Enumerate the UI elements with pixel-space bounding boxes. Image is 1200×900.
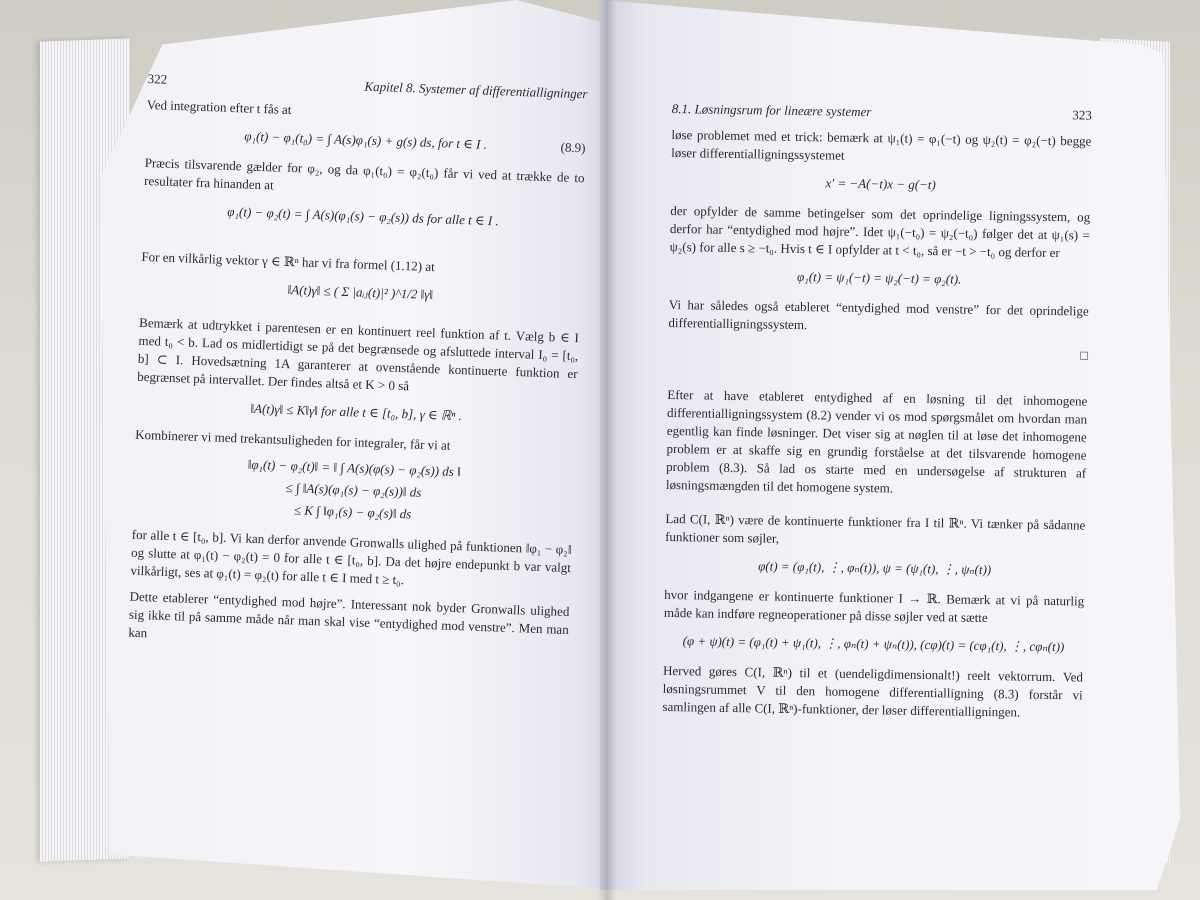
equation: (φ + ψ)(t) = (φ₁(t) + ψ₁(t), ⋮, φₙ(t) + ψₙ(t)), (cφ)(t) = (cφ₁(t), ⋮, cφₙ(t)) bbox=[682, 633, 1065, 655]
right-page-text bbox=[662, 100, 1092, 731]
paragraph: Lad C(I, ℝⁿ) være de kontinuerte funktioner fra I til ℝⁿ. Vi tænker på sådanne funktioner som søjler, bbox=[665, 510, 1086, 546]
paragraph: Herved gøres C(I, ℝⁿ) til et (uendeligdimensionalt!) reelt vektorrum. Ved løsningsrummet V til den homogene differentialligning (8.3) forstår vi samlingen af alle C(I, ℝⁿ)-funktioner, der løser differentialligningen. bbox=[662, 662, 1084, 720]
paragraph: for alle t ∈ [t₀, b]. Vi kan derfor anvende Gronwalls ulighed på funktionen ‖φ₁ − φ₂‖ og slutte at φ₁(t) − φ₂(t) = 0 for alle t ∈ [t₀, b]. Da det højre endepunkt b var valgt vilkårligt, ses at φ₁(t) = φ₂(t) for alle t ∈ I med t ≥ t₀. bbox=[130, 526, 572, 588]
equation-number: (8.9) bbox=[560, 139, 586, 156]
paragraph: Dette etablerer “entydighed mod højre”. Interessant nok byder Gronwalls ulighed sig ikke til på samme måde når man skal vise “entydighed mod venstre”. Men man kan bbox=[128, 588, 570, 641]
equation-line: ≤ ∫ ‖A(s)(φ₁(s) − φ₂(s))‖ ds bbox=[285, 480, 422, 500]
equation bbox=[145, 124, 585, 157]
text-line: Ved integration efter t fås at bbox=[146, 96, 292, 118]
paragraph: løse problemet med et trick: bemærk at ψ₁(t) = φ₁(−t) og ψ₂(t) = φ₂(−t) begge løser differentialligningssystemet bbox=[671, 126, 1092, 163]
paragraph: Præcis tilsvarende gælder for φ₂, og da φ₁(t₀) = φ₂(t₀) får vi ved at trække de to resultater fra hinanden at bbox=[143, 154, 585, 193]
section-header: 8.1. Løsningsrum for lineære systemer bbox=[671, 100, 872, 120]
qed-symbol: □ bbox=[1080, 347, 1089, 363]
equation-line: ‖φ₁(t) − φ₂(t)‖ = ‖ ∫ A(s)(φ(s) − φ₂(s)) ds ‖ bbox=[247, 456, 462, 480]
equation-line: ≤ K ∫ ‖φ₁(s) − φ₂(s)‖ ds bbox=[293, 502, 412, 522]
equation: φ₁(t) = ψ₁(−t) = ψ₂(−t) = φ₂(t). bbox=[796, 268, 962, 287]
left-page-text bbox=[128, 70, 588, 665]
right-page-number: 323 bbox=[1072, 107, 1092, 123]
equation: ‖A(t)γ‖ ≤ ( Σ |aᵢⱼ(t)|² )^1/2 ‖γ‖ bbox=[287, 282, 434, 303]
equation: x′ = −A(−t)x − g(−t) bbox=[825, 175, 936, 193]
left-page-number: 322 bbox=[147, 70, 168, 87]
paragraph: Bemærk at udtrykket i parentesen er en kontinuert reel funktion af t. Vælg b ∈ I med t₀ < b. Lad os midlertidigt se på det begrænsede og afsluttede interval I₀ = [t₀, b] ⊂ I. Hovedsætning 1A garanterer at ovenstående kontinuerte funktion er begrænset på intervallet. Der findes altså et K > 0 så bbox=[137, 314, 580, 394]
paragraph: Efter at have etableret entydighed af en løsning til det inhomogene differentialligningssystem (8.2) vender vi os mod spørgsmålet om hvordan man egentlig kan finde løsninger. Det viser sig at nøglen til at løse det inhomogene problem er at skaffe sig en grundig forståelse at det tilsvarende homogene problem (8.3). Så lad os starte med en undersøgelse af strukturen af løsningsmængden til det homogene system. bbox=[665, 386, 1088, 496]
paragraph: der opfylder de samme betingelser som det oprindelige ligningssystem, og derfor har “entydighed mod højre”. Idet ψ₁(−t₀) = ψ₂(−t₀) følger det at ψ₁(s) = ψ₂(s) for alle s ≥ −t₀. Hvis t ∈ I opfylder at t < t₀, så er −t > −t₀ og derfor er bbox=[669, 202, 1091, 261]
chapter-header: Kapitel 8. Systemer af differentialligninger bbox=[364, 78, 588, 102]
paragraph: Vi har således også etableret “entydighed mod venstre” for det oprindelige differentialligningssystem. bbox=[668, 296, 1089, 333]
equation: ‖A(t)γ‖ ≤ K‖γ‖ for alle t ∈ [t₀, b], γ ∈ ℝⁿ . bbox=[250, 400, 463, 424]
equation: φ₁(t) − φ₂(t) = ∫ A(s)(φ₁(s) − φ₂(s)) ds for alle t ∈ I . bbox=[227, 203, 499, 229]
paragraph: Kombinerer vi med trekantsuligheden for integraler, får vi at bbox=[135, 426, 451, 453]
equation: φ(t) = (φ₁(t), ⋮, φₙ(t)), ψ = (ψ₁(t), ⋮, ψₙ(t)) bbox=[758, 558, 992, 578]
paragraph: For en vilkårlig vektor γ ∈ ℝⁿ har vi fra formel (1.12) at bbox=[141, 248, 436, 275]
equation-content: φ₁(t) − φ₁(t₀) = ∫ A(s)φ₁(s) + g(s) ds, for t ∈ I . bbox=[244, 128, 488, 152]
book-gutter bbox=[598, 0, 616, 900]
paragraph: hvor indgangene er kontinuerte funktioner I → ℝ. Bemærk at vi på naturlig måde kan indføre regneoperationer på disse søjler ved at sætte bbox=[663, 586, 1085, 626]
